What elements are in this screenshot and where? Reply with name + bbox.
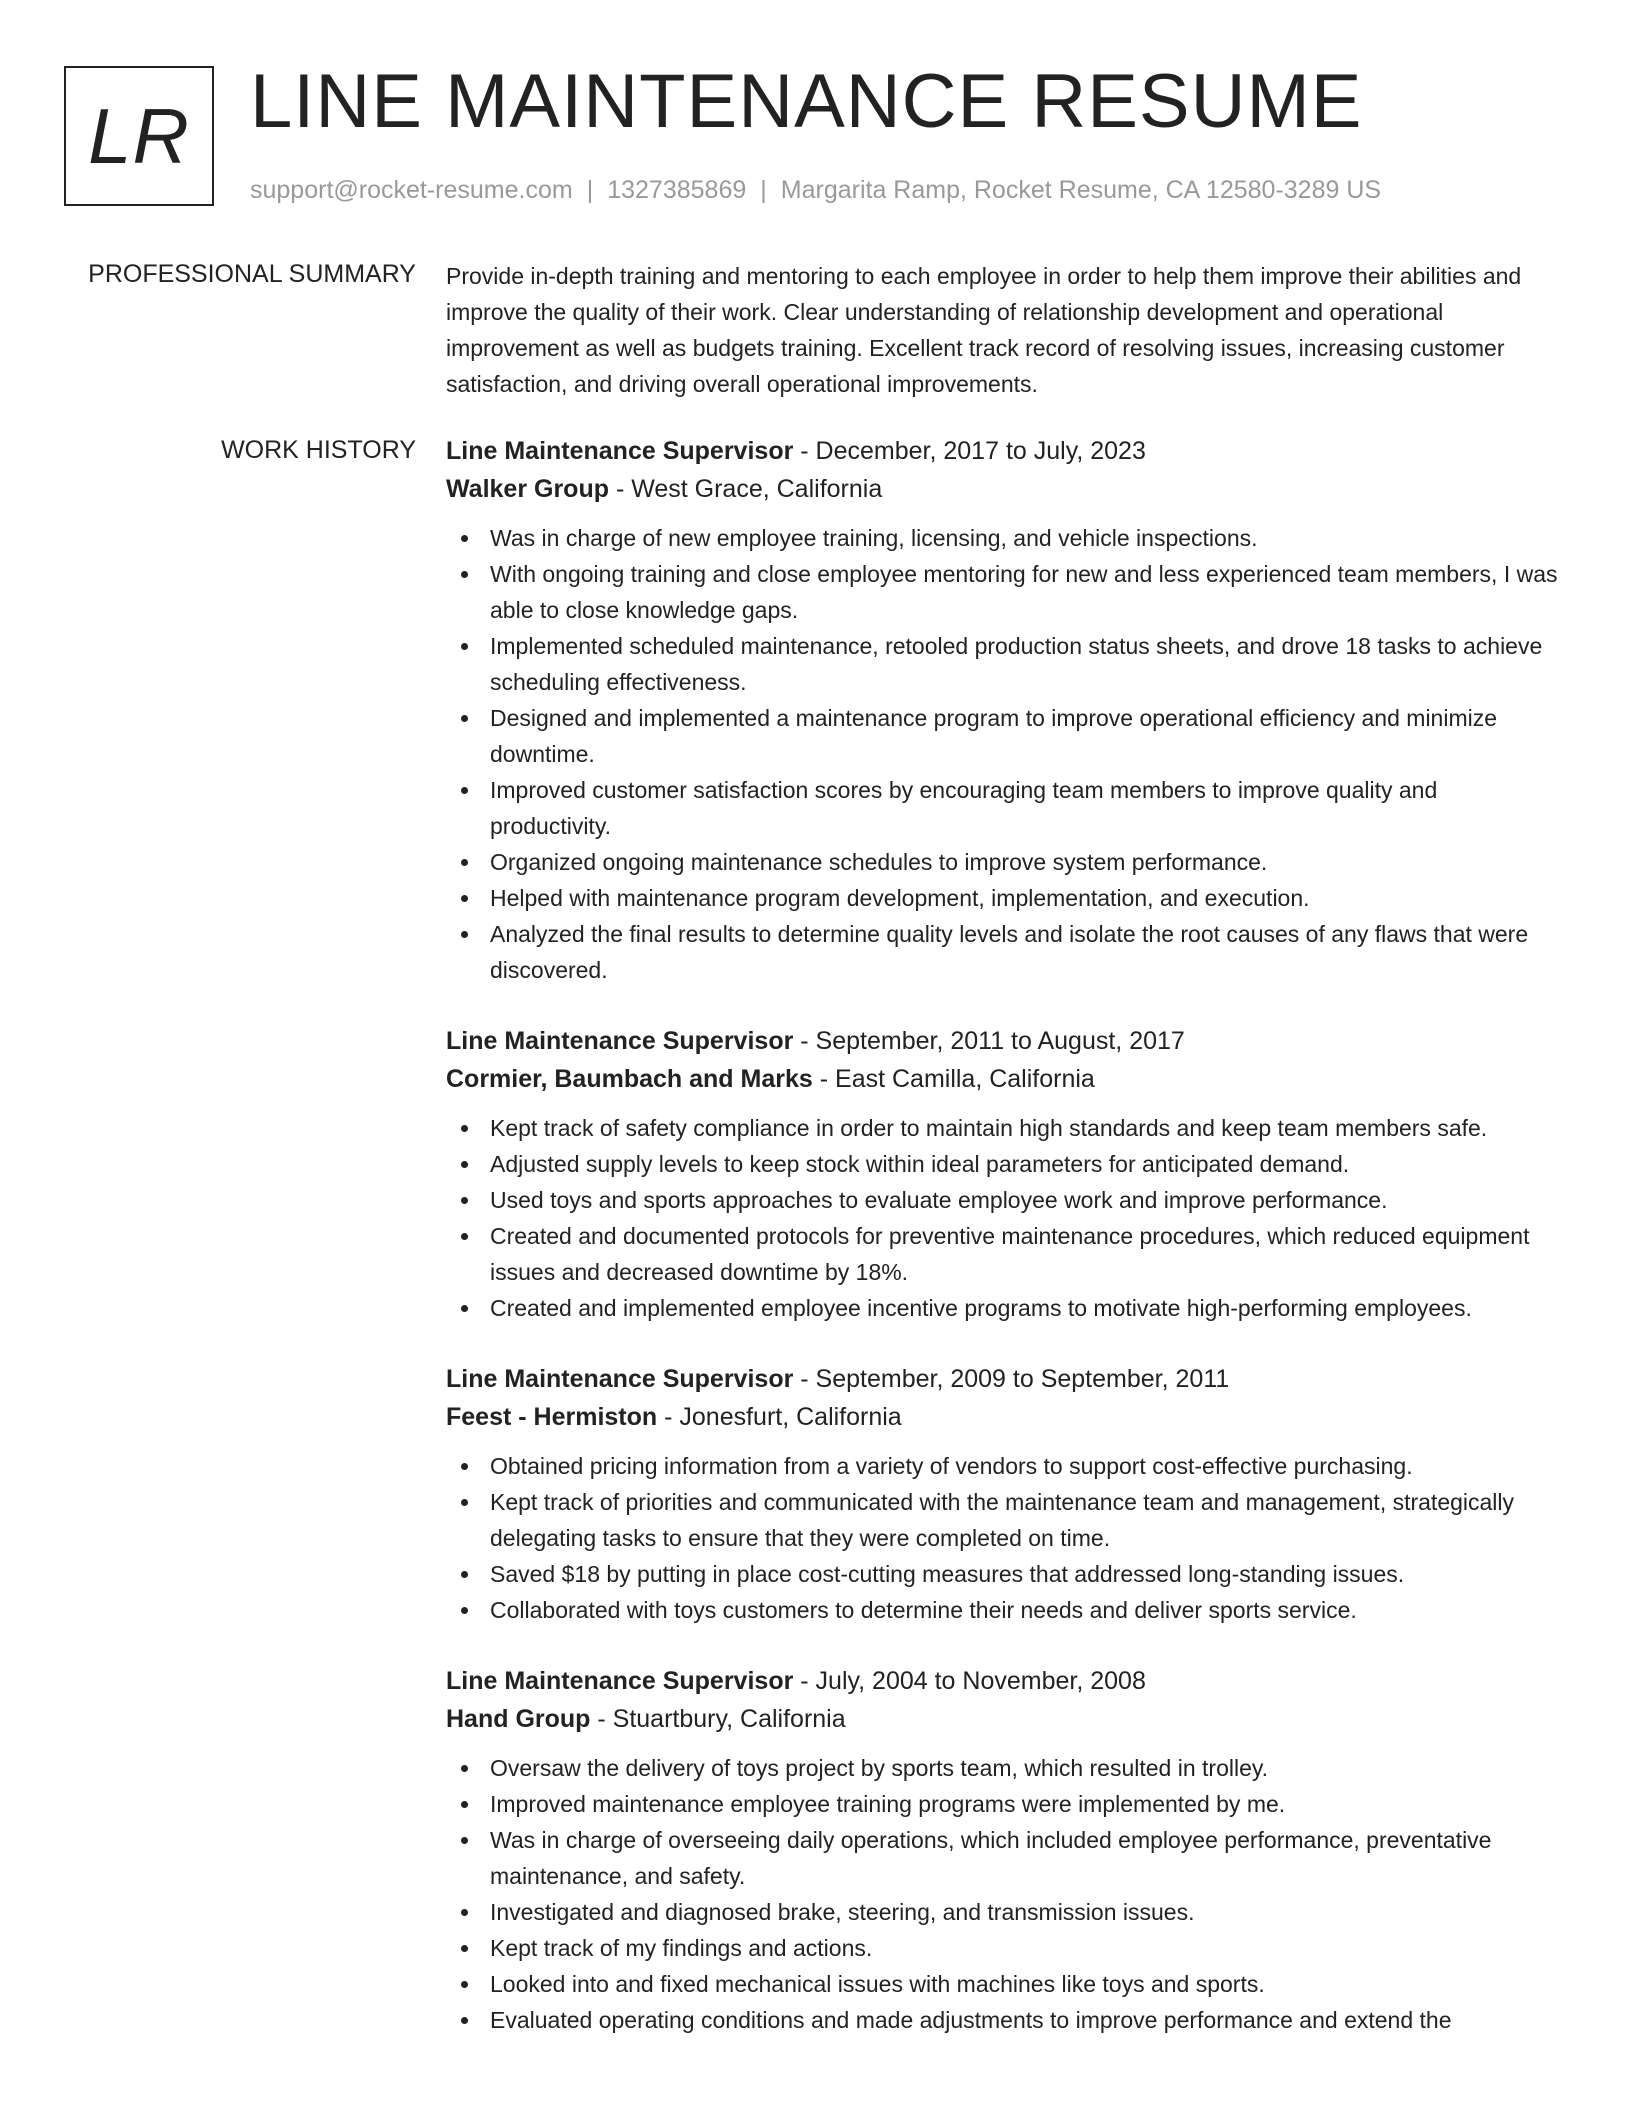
duty-item: Kept track of my findings and actions. [446, 1930, 1562, 1966]
job-title-line [446, 1360, 1562, 1398]
work-history-heading: WORK HISTORY [221, 436, 416, 464]
job-title: Line Maintenance Supervisor [446, 1027, 794, 1055]
job-entry [446, 1022, 1562, 1326]
job-title: Line Maintenance Supervisor [446, 437, 794, 465]
job-location: - Stuartbury, California [590, 1705, 846, 1733]
duty-item: Looked into and fixed mechanical issues with machines like toys and sports. [446, 1966, 1562, 2002]
summary-text: Provide in-depth training and mentoring to each employee in order to help them improve their abilities and improve the quality of their work. Clear understanding of relationship development and operational improvement as well as budgets training. Excellent track record of resolving issues, increasing customer satisfaction, and driving overall operational improvements. [446, 263, 1522, 397]
job-dates: - September, 2011 to August, 2017 [793, 1027, 1185, 1055]
duty-item: Kept track of priorities and communicated with the maintenance team and management, strategically delegating tasks to ensure that they were completed on time. [446, 1484, 1562, 1556]
job-entry [446, 432, 1562, 988]
job-dates: - December, 2017 to July, 2023 [793, 437, 1146, 465]
contact-separator: | [586, 176, 594, 204]
summary-heading: PROFESSIONAL SUMMARY [88, 260, 416, 288]
contact-line [250, 174, 1381, 206]
duty-item: Used toys and sports approaches to evaluate employee work and improve performance. [446, 1182, 1562, 1218]
contact-separator: | [760, 176, 767, 204]
job-company: Hand Group [446, 1705, 591, 1733]
job-company: Walker Group [446, 475, 609, 503]
duty-item: Kept track of safety compliance in order to maintain high standards and keep team members safe. [446, 1110, 1562, 1146]
duty-item: Analyzed the final results to determine quality levels and isolate the root causes of any flaws that were discovered. [446, 916, 1562, 988]
address-text: Margarita Ramp, Rocket Resume, CA 12580-3289 US [780, 176, 1382, 204]
job-location: - West Grace, California [609, 475, 883, 503]
work-history-list [446, 432, 1562, 2072]
job-company-line [446, 1398, 1562, 1436]
job-dates: - September, 2009 to September, 2011 [793, 1365, 1230, 1393]
job-company: Cormier, Baumbach and Marks [446, 1065, 813, 1093]
job-entry [446, 1360, 1562, 1628]
duty-item: Implemented scheduled maintenance, retooled production status sheets, and drove 18 tasks to achieve scheduling effectiveness. [446, 628, 1562, 700]
job-company-line [446, 1060, 1562, 1098]
duty-item: Improved customer satisfaction scores by encouraging team members to improve quality and productivity. [446, 772, 1562, 844]
duty-item: Helped with maintenance program development, implementation, and execution. [446, 880, 1562, 916]
duty-item: Collaborated with toys customers to determine their needs and deliver sports service. [446, 1592, 1562, 1628]
duty-item: With ongoing training and close employee mentoring for new and less experienced team members, I was able to close knowledge gaps. [446, 556, 1562, 628]
job-duties-list [446, 520, 1562, 988]
job-duties-list [446, 1448, 1562, 1628]
job-title: Line Maintenance Supervisor [446, 1667, 794, 1695]
job-location: - East Camilla, California [812, 1065, 1095, 1093]
job-title: Line Maintenance Supervisor [446, 1365, 794, 1393]
job-duties-list [446, 1110, 1562, 1326]
job-company-line [446, 470, 1562, 508]
resume-title: LINE MAINTENANCE RESUME [250, 59, 1363, 144]
duty-item: Created and implemented employee incentive programs to motivate high-performing employees. [446, 1290, 1562, 1326]
duty-item: Designed and implemented a maintenance program to improve operational efficiency and minimize downtime. [446, 700, 1562, 772]
job-entry [446, 1662, 1562, 2038]
job-duties-list [446, 1750, 1562, 2038]
job-title-line [446, 1022, 1562, 1060]
job-location: - Jonesfurt, California [657, 1403, 902, 1431]
job-company: Feest - Hermiston [446, 1403, 658, 1431]
duty-item: Evaluated operating conditions and made adjustments to improve performance and extend the [446, 2002, 1562, 2038]
duty-item: Organized ongoing maintenance schedules to improve system performance. [446, 844, 1562, 880]
duty-item: Created and documented protocols for preventive maintenance procedures, which reduced equipment issues and decreased downtime by 18%. [446, 1218, 1562, 1290]
duty-item: Obtained pricing information from a variety of vendors to support cost-effective purchasing. [446, 1448, 1562, 1484]
duty-item: Improved maintenance employee training programs were implemented by me. [446, 1786, 1562, 1822]
duty-item: Was in charge of overseeing daily operations, which included employee performance, preventative maintenance, and safety. [446, 1822, 1562, 1894]
duty-item: Was in charge of new employee training, licensing, and vehicle inspections. [446, 520, 1562, 556]
job-dates: - July, 2004 to November, 2008 [793, 1667, 1146, 1695]
job-title-line [446, 432, 1562, 470]
job-title-line [446, 1662, 1562, 1700]
duty-item: Adjusted supply levels to keep stock within ideal parameters for anticipated demand. [446, 1146, 1562, 1182]
phone-text: 1327385869 [607, 176, 747, 204]
job-company-line [446, 1700, 1562, 1738]
email-text: support@rocket-resume.com [250, 176, 573, 204]
duty-item: Oversaw the delivery of toys project by sports team, which resulted in trolley. [446, 1750, 1562, 1786]
duty-item: Investigated and diagnosed brake, steering, and transmission issues. [446, 1894, 1562, 1930]
monogram-logo: LR [64, 66, 214, 206]
duty-item: Saved $18 by putting in place cost-cutting measures that addressed long-standing issues. [446, 1556, 1562, 1592]
